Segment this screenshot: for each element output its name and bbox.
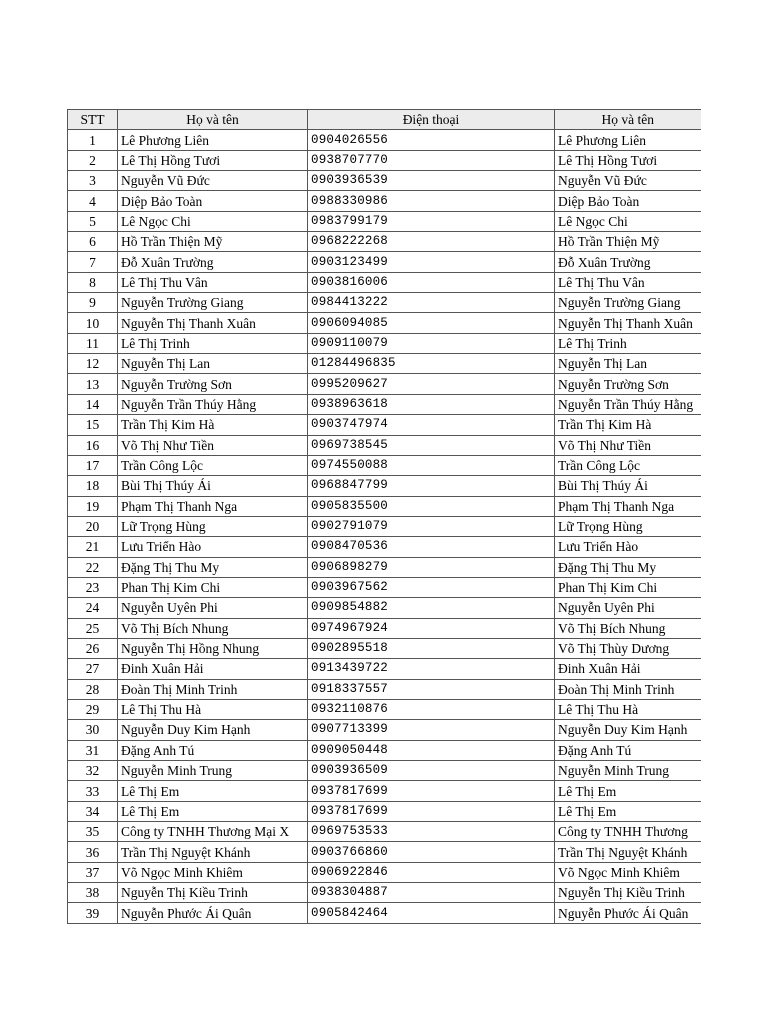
cell-phone: 0903967562 — [308, 577, 555, 597]
cell-full-name: Nguyễn Duy Kim Hạnh — [118, 720, 308, 740]
table-row — [68, 354, 701, 374]
table-row — [68, 272, 701, 292]
cell-stt: 7 — [68, 252, 118, 272]
cell-full-name-2: Nguyễn Trần Thúy Hằng — [555, 394, 701, 414]
cell-full-name: Võ Thị Bích Nhung — [118, 618, 308, 638]
cell-phone: 0988330986 — [308, 191, 555, 211]
cell-full-name-2: Nguyễn Vũ Đức — [555, 171, 701, 191]
table-row — [68, 191, 701, 211]
contact-sheet — [67, 109, 701, 924]
cell-phone: 0974550088 — [308, 455, 555, 475]
table-row — [68, 638, 701, 658]
cell-full-name: Nguyễn Minh Trung — [118, 761, 308, 781]
cell-phone: 0903816006 — [308, 272, 555, 292]
table-row — [68, 781, 701, 801]
cell-stt: 23 — [68, 577, 118, 597]
table-row — [68, 537, 701, 557]
cell-full-name-2: Đặng Anh Tú — [555, 740, 701, 760]
cell-phone: 0905842464 — [308, 903, 555, 923]
cell-stt: 37 — [68, 862, 118, 882]
cell-phone: 0918337557 — [308, 679, 555, 699]
cell-full-name: Trần Thị Nguyệt Khánh — [118, 842, 308, 862]
cell-phone: 0908470536 — [308, 537, 555, 557]
cell-full-name-2: Đặng Thị Thu My — [555, 557, 701, 577]
cell-phone: 0938963618 — [308, 394, 555, 414]
table-row — [68, 252, 701, 272]
cell-stt: 38 — [68, 883, 118, 903]
cell-full-name-2: Lê Thị Em — [555, 801, 701, 821]
cell-full-name: Võ Ngọc Minh Khiêm — [118, 862, 308, 882]
cell-phone: 0903936539 — [308, 171, 555, 191]
cell-phone: 0909854882 — [308, 598, 555, 618]
cell-full-name-2: Diệp Bảo Toàn — [555, 191, 701, 211]
table-row — [68, 822, 701, 842]
cell-full-name-2: Lữ Trọng Hùng — [555, 516, 701, 536]
cell-full-name-2: Lê Thị Hồng Tươi — [555, 150, 701, 170]
cell-stt: 20 — [68, 516, 118, 536]
cell-full-name: Nguyễn Thị Hồng Nhung — [118, 638, 308, 658]
cell-stt: 1 — [68, 130, 118, 150]
cell-full-name-2: Lê Thị Trinh — [555, 333, 701, 353]
cell-stt: 32 — [68, 761, 118, 781]
table-row — [68, 455, 701, 475]
cell-stt: 10 — [68, 313, 118, 333]
cell-stt: 13 — [68, 374, 118, 394]
table-row — [68, 415, 701, 435]
cell-full-name-2: Đinh Xuân Hải — [555, 659, 701, 679]
cell-full-name: Trần Công Lộc — [118, 455, 308, 475]
table-row — [68, 720, 701, 740]
cell-full-name: Nguyễn Trường Sơn — [118, 374, 308, 394]
cell-phone: 0903936509 — [308, 761, 555, 781]
cell-stt: 5 — [68, 211, 118, 231]
table-row — [68, 598, 701, 618]
cell-full-name: Lê Thị Thu Vân — [118, 272, 308, 292]
cell-stt: 21 — [68, 537, 118, 557]
table-row — [68, 903, 701, 923]
cell-stt: 26 — [68, 638, 118, 658]
cell-full-name-2: Đoàn Thị Minh Trinh — [555, 679, 701, 699]
cell-full-name-2: Nguyễn Thị Lan — [555, 354, 701, 374]
table-row — [68, 618, 701, 638]
cell-full-name: Công ty TNHH Thương Mại X — [118, 822, 308, 842]
table-row — [68, 842, 701, 862]
cell-full-name-2: Võ Ngọc Minh Khiêm — [555, 862, 701, 882]
cell-phone: 0903747974 — [308, 415, 555, 435]
cell-phone: 0903123499 — [308, 252, 555, 272]
cell-full-name: Lê Thị Trinh — [118, 333, 308, 353]
cell-full-name: Lê Thị Thu Hà — [118, 699, 308, 719]
cell-full-name: Diệp Bảo Toàn — [118, 191, 308, 211]
cell-full-name-2: Nguyễn Thị Thanh Xuân — [555, 313, 701, 333]
cell-phone: 0938304887 — [308, 883, 555, 903]
cell-phone: 0969738545 — [308, 435, 555, 455]
cell-full-name-2: Phan Thị Kim Chi — [555, 577, 701, 597]
table-body — [68, 130, 701, 923]
cell-phone: 0974967924 — [308, 618, 555, 638]
cell-phone: 0902895518 — [308, 638, 555, 658]
table-row — [68, 435, 701, 455]
table-row — [68, 801, 701, 821]
cell-full-name-2: Đỗ Xuân Trường — [555, 252, 701, 272]
cell-stt: 22 — [68, 557, 118, 577]
cell-stt: 12 — [68, 354, 118, 374]
cell-stt: 34 — [68, 801, 118, 821]
cell-full-name: Nguyễn Trường Giang — [118, 293, 308, 313]
cell-full-name-2: Trần Công Lộc — [555, 455, 701, 475]
cell-full-name: Lưu Triển Hào — [118, 537, 308, 557]
table-row — [68, 293, 701, 313]
cell-full-name: Đinh Xuân Hải — [118, 659, 308, 679]
table-row — [68, 313, 701, 333]
cell-full-name-2: Võ Thị Bích Nhung — [555, 618, 701, 638]
cell-stt: 14 — [68, 394, 118, 414]
cell-full-name-2: Bùi Thị Thúy Ái — [555, 476, 701, 496]
table-row — [68, 862, 701, 882]
cell-stt: 18 — [68, 476, 118, 496]
table-row — [68, 883, 701, 903]
cell-full-name-2: Nguyễn Trường Sơn — [555, 374, 701, 394]
cell-phone: 0968222268 — [308, 232, 555, 252]
cell-phone: 0909050448 — [308, 740, 555, 760]
cell-stt: 30 — [68, 720, 118, 740]
cell-stt: 36 — [68, 842, 118, 862]
cell-phone: 0937817699 — [308, 781, 555, 801]
cell-stt: 17 — [68, 455, 118, 475]
cell-phone: 0902791079 — [308, 516, 555, 536]
table-row — [68, 211, 701, 231]
cell-full-name-2: Lê Thị Thu Vân — [555, 272, 701, 292]
cell-phone: 01284496835 — [308, 354, 555, 374]
cell-full-name: Nguyễn Phước Ái Quân — [118, 903, 308, 923]
contact-table — [67, 109, 701, 924]
table-row — [68, 171, 701, 191]
cell-phone: 0906094085 — [308, 313, 555, 333]
cell-full-name: Lê Thị Em — [118, 801, 308, 821]
cell-full-name: Lữ Trọng Hùng — [118, 516, 308, 536]
cell-stt: 16 — [68, 435, 118, 455]
table-row — [68, 150, 701, 170]
table-row — [68, 740, 701, 760]
cell-full-name: Đặng Thị Thu My — [118, 557, 308, 577]
cell-full-name-2: Trần Thị Kim Hà — [555, 415, 701, 435]
table-row — [68, 659, 701, 679]
cell-full-name: Phạm Thị Thanh Nga — [118, 496, 308, 516]
cell-full-name: Bùi Thị Thúy Ái — [118, 476, 308, 496]
cell-stt: 31 — [68, 740, 118, 760]
cell-full-name: Nguyễn Thị Kiều Trinh — [118, 883, 308, 903]
cell-phone: 0969753533 — [308, 822, 555, 842]
cell-phone: 0984413222 — [308, 293, 555, 313]
cell-phone: 0938707770 — [308, 150, 555, 170]
cell-phone: 0903766860 — [308, 842, 555, 862]
header-row — [68, 110, 701, 130]
cell-full-name: Võ Thị Như Tiền — [118, 435, 308, 455]
cell-full-name: Đỗ Xuân Trường — [118, 252, 308, 272]
cell-phone: 0905835500 — [308, 496, 555, 516]
cell-phone: 0906922846 — [308, 862, 555, 882]
cell-full-name-2: Phạm Thị Thanh Nga — [555, 496, 701, 516]
cell-full-name: Nguyễn Trần Thúy Hằng — [118, 394, 308, 414]
cell-stt: 24 — [68, 598, 118, 618]
cell-stt: 9 — [68, 293, 118, 313]
cell-full-name-2: Lê Thị Thu Hà — [555, 699, 701, 719]
cell-phone: 0968847799 — [308, 476, 555, 496]
cell-full-name: Nguyễn Vũ Đức — [118, 171, 308, 191]
cell-full-name-2: Nguyễn Thị Kiều Trinh — [555, 883, 701, 903]
table-row — [68, 232, 701, 252]
cell-full-name-2: Hồ Trần Thiện Mỹ — [555, 232, 701, 252]
cell-full-name: Lê Ngọc Chi — [118, 211, 308, 231]
cell-full-name-2: Nguyễn Minh Trung — [555, 761, 701, 781]
cell-stt: 6 — [68, 232, 118, 252]
table-row — [68, 130, 701, 150]
table-row — [68, 557, 701, 577]
cell-stt: 35 — [68, 822, 118, 842]
cell-full-name: Phan Thị Kim Chi — [118, 577, 308, 597]
cell-stt: 11 — [68, 333, 118, 353]
header-full-name-2: Họ và tên — [555, 110, 701, 130]
cell-stt: 4 — [68, 191, 118, 211]
cell-full-name-2: Nguyễn Uyên Phi — [555, 598, 701, 618]
cell-stt: 39 — [68, 903, 118, 923]
cell-full-name: Lê Phương Liên — [118, 130, 308, 150]
cell-full-name-2: Võ Thị Như Tiền — [555, 435, 701, 455]
table-row — [68, 333, 701, 353]
cell-stt: 29 — [68, 699, 118, 719]
cell-full-name-2: Nguyễn Trường Giang — [555, 293, 701, 313]
cell-phone: 0909110079 — [308, 333, 555, 353]
cell-full-name-2: Lê Ngọc Chi — [555, 211, 701, 231]
cell-phone: 0906898279 — [308, 557, 555, 577]
table-row — [68, 374, 701, 394]
table-row — [68, 516, 701, 536]
cell-full-name: Đặng Anh Tú — [118, 740, 308, 760]
cell-full-name-2: Trần Thị Nguyệt Khánh — [555, 842, 701, 862]
table-row — [68, 496, 701, 516]
cell-full-name: Nguyễn Thị Lan — [118, 354, 308, 374]
table-row — [68, 476, 701, 496]
cell-full-name: Trần Thị Kim Hà — [118, 415, 308, 435]
cell-full-name-2: Lê Thị Em — [555, 781, 701, 801]
cell-full-name-2: Nguyễn Phước Ái Quân — [555, 903, 701, 923]
cell-stt: 15 — [68, 415, 118, 435]
cell-stt: 3 — [68, 171, 118, 191]
cell-stt: 33 — [68, 781, 118, 801]
header-stt: STT — [68, 110, 118, 130]
cell-stt: 25 — [68, 618, 118, 638]
cell-phone: 0913439722 — [308, 659, 555, 679]
cell-phone: 0907713399 — [308, 720, 555, 740]
cell-full-name-2: Lưu Triển Hào — [555, 537, 701, 557]
header-phone: Điện thoại — [308, 110, 555, 130]
cell-full-name: Lê Thị Em — [118, 781, 308, 801]
cell-phone: 0983799179 — [308, 211, 555, 231]
cell-phone: 0932110876 — [308, 699, 555, 719]
cell-phone: 0995209627 — [308, 374, 555, 394]
table-row — [68, 761, 701, 781]
cell-stt: 8 — [68, 272, 118, 292]
cell-full-name-2: Công ty TNHH Thương — [555, 822, 701, 842]
cell-stt: 2 — [68, 150, 118, 170]
cell-phone: 0904026556 — [308, 130, 555, 150]
cell-stt: 19 — [68, 496, 118, 516]
cell-full-name: Nguyễn Uyên Phi — [118, 598, 308, 618]
table-row — [68, 577, 701, 597]
table-row — [68, 699, 701, 719]
cell-stt: 27 — [68, 659, 118, 679]
cell-full-name: Nguyễn Thị Thanh Xuân — [118, 313, 308, 333]
cell-stt: 28 — [68, 679, 118, 699]
cell-full-name-2: Lê Phương Liên — [555, 130, 701, 150]
cell-full-name: Hồ Trần Thiện Mỹ — [118, 232, 308, 252]
header-full-name: Họ và tên — [118, 110, 308, 130]
cell-full-name-2: Võ Thị Thùy Dương — [555, 638, 701, 658]
cell-phone: 0937817699 — [308, 801, 555, 821]
cell-full-name-2: Nguyễn Duy Kim Hạnh — [555, 720, 701, 740]
table-row — [68, 679, 701, 699]
cell-full-name: Đoàn Thị Minh Trinh — [118, 679, 308, 699]
cell-full-name: Lê Thị Hồng Tươi — [118, 150, 308, 170]
table-row — [68, 394, 701, 414]
